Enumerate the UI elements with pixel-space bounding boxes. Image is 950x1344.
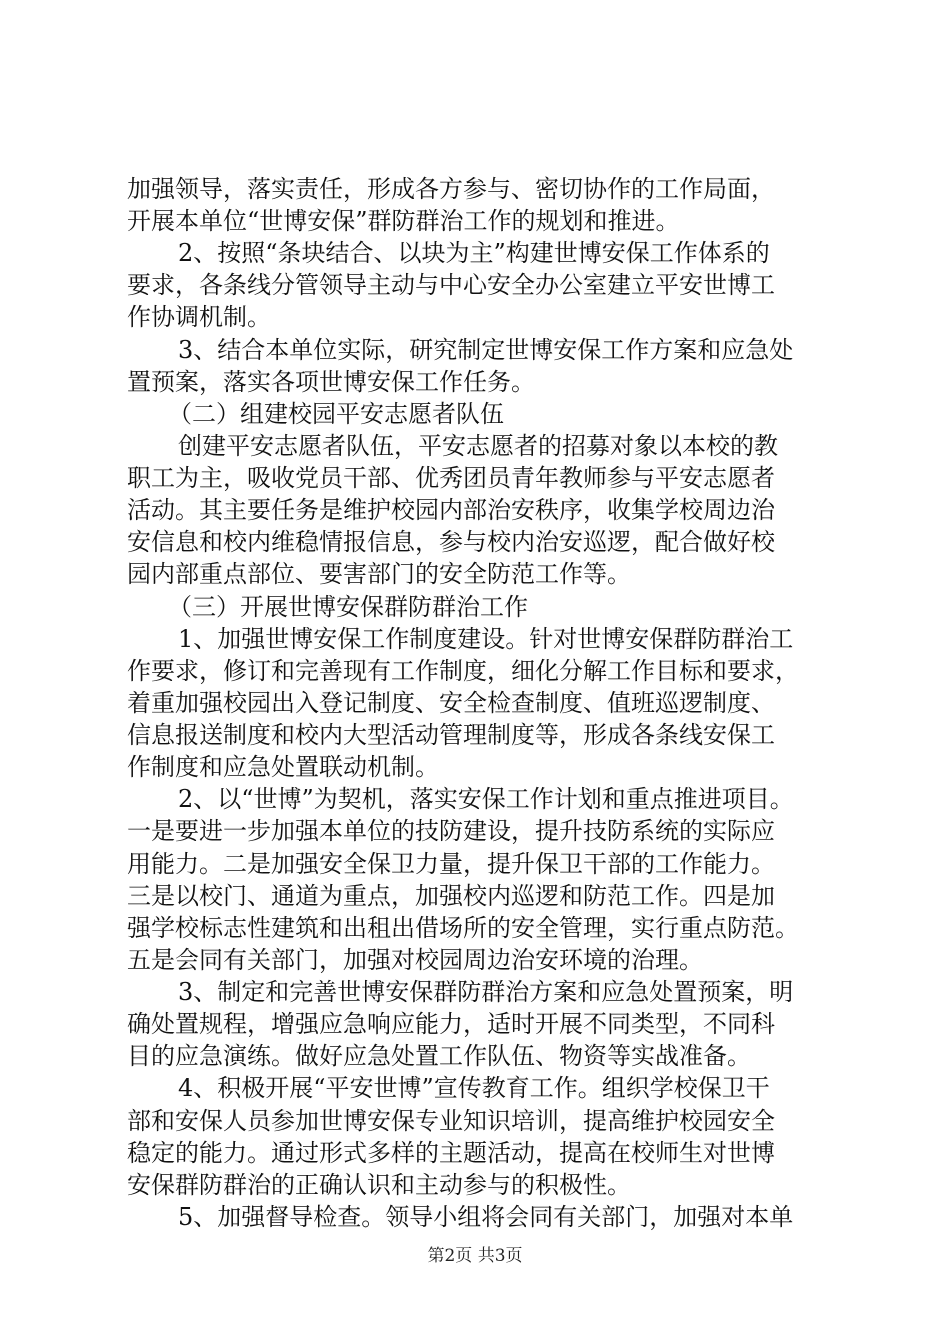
text-line: 信息报送制度和校内大型活动管理制度等，形成各条线安保工 [127,721,775,749]
text-line: 五是会同有关部门，加强对校园周边治安环境的治理。 [127,946,703,974]
text-line: 强学校标志性建筑和出租出借场所的安全管理，实行重点防范。 [127,914,799,942]
text-line: 安信息和校内维稳情报信息，参与校内治安巡逻，配合做好校 [127,528,775,556]
text-line: 职工为主，吸收党员干部、优秀团员青年教师参与平安志愿者 [127,464,775,492]
text-line: 园内部重点部位、要害部门的安全防范工作等。 [127,560,631,588]
page-footer: 第2页 共3页 [427,1246,523,1266]
text-line: 部和安保人员参加世博安保专业知识培训，提高维护校园安全 [127,1107,775,1135]
text-line: 置预案，落实各项世博安保工作任务。 [127,368,535,396]
text-line: 加强领导，落实责任，形成各方参与、密切协作的工作局面， [127,175,775,203]
text-line: 活动。其主要任务是维护校园内部治安秩序，收集学校周边治 [127,496,775,524]
text-line: 作制度和应急处置联动机制。 [127,753,439,781]
section-heading: （二）组建校园平安志愿者队伍 [168,400,504,428]
text-line: 安保群防群治的正确认识和主动参与的积极性。 [127,1171,631,1199]
text-line: 三是以校门、通道为重点，加强校内巡逻和防范工作。四是加 [127,882,775,910]
text-line: 1、加强世博安保工作制度建设。针对世博安保群防群治工 [178,625,794,653]
text-line: 目的应急演练。做好应急处置工作队伍、物资等实战准备。 [127,1042,751,1070]
text-line: 4、积极开展“平安世博”宣传教育工作。组织学校保卫干 [178,1074,770,1102]
text-line: 确处置规程，增强应急响应能力，适时开展不同类型，不同科 [127,1010,775,1038]
text-line: 创建平安志愿者队伍，平安志愿者的招募对象以本校的教 [178,432,778,460]
section-heading: （三）开展世博安保群防群治工作 [168,593,528,621]
text-line: 2、以“世博”为契机，落实安保工作计划和重点推进项目。 [178,785,794,813]
text-line: 用能力。二是加强安全保卫力量，提升保卫干部的工作能力。 [127,850,775,878]
text-line: 5、加强督导检查。领导小组将会同有关部门，加强对本单 [178,1203,794,1231]
text-line: 一是要进一步加强本单位的技防建设，提升技防系统的实际应 [127,817,775,845]
text-line: 要求，各条线分管领导主动与中心安全办公室建立平安世博工 [127,271,775,299]
text-line: 作协调机制。 [127,303,271,331]
text-line: 开展本单位“世博安保”群防群治工作的规划和推进。 [127,207,680,235]
text-line: 作要求，修订和完善现有工作制度，细化分解工作目标和要求， [127,657,799,685]
text-line: 着重加强校园出入登记制度、安全检查制度、值班巡逻制度、 [127,689,775,717]
text-line: 2、按照“条块结合、以块为主”构建世博安保工作体系的 [178,239,770,267]
text-line: 3、制定和完善世博安保群防群治方案和应急处置预案，明 [178,978,794,1006]
text-line: 3、结合本单位实际，研究制定世博安保工作方案和应急处 [178,336,794,364]
text-line: 稳定的能力。通过形式多样的主题活动，提高在校师生对世博 [127,1139,775,1167]
